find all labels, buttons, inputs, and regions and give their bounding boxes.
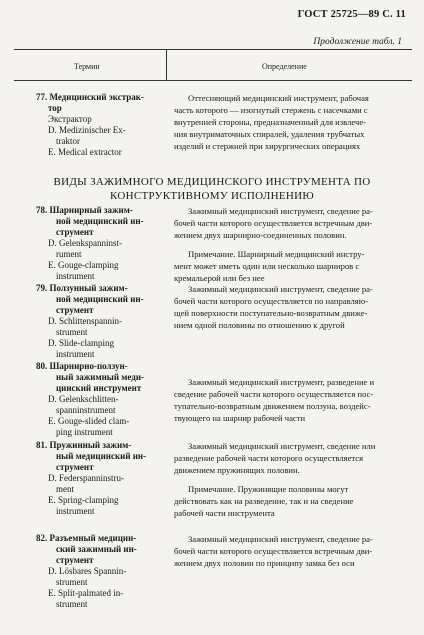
definition-line: движением пружинящих половин.: [174, 465, 300, 475]
term-title: 80. Шарнирно-ползун-: [36, 361, 128, 371]
table-top-rule: [14, 49, 412, 50]
definition-line: твующего на шарнир рабочей части: [174, 413, 306, 423]
term-english: ping instrument: [56, 427, 113, 437]
term-title: струмент: [56, 462, 94, 472]
term-title: ный зажимный меди-: [56, 372, 144, 382]
definition-line: часть которого — изогнутый стержень с насечками с: [174, 105, 368, 115]
term-english: instrument: [56, 506, 95, 516]
definition-77: [174, 92, 410, 152]
definition-line: Зажимный медицинский инструмент, разведение и: [188, 377, 375, 387]
term-title: ной медицинский ин-: [56, 216, 144, 226]
term-title: струмент: [56, 555, 94, 565]
term-german: strument: [56, 327, 88, 337]
table-header-bottom-rule: [14, 80, 412, 81]
term-title: ный медицинский ин-: [56, 451, 147, 461]
term-title: 81. Пружинный зажим-: [36, 440, 132, 450]
definition-note: действовать как на разведение, так и на сведение: [174, 496, 354, 506]
definition-line: разведение рабочей части которого осуществляется: [174, 453, 364, 463]
term-title: 82. Разъемный медицин-: [36, 533, 137, 543]
term-english: instrument: [56, 349, 95, 359]
definition-line: бочей части которого осуществляется встречным дви-: [174, 218, 373, 228]
definition-line: тупательно-возвратным движением ползуна, воздейс-: [174, 401, 371, 411]
term-german: strument: [56, 577, 88, 587]
definition-line: бочей части которого осуществляется по направляю-: [174, 296, 369, 306]
term-german: ment: [56, 484, 74, 494]
term-german: D. Gelenkspanninst-: [48, 238, 122, 248]
definition-line: щей поверхности поступательно-возвратным движе-: [174, 308, 368, 318]
term-entry-79: [36, 283, 144, 360]
column-header-definition: Определение: [262, 62, 307, 71]
term-entry-81: [36, 440, 146, 517]
definition-note: рабочей части инструмента: [174, 508, 275, 518]
definition-81: [174, 440, 410, 519]
section-heading: КОНСТРУКТИВНОМУ ИСПОЛНЕНИЮ: [110, 190, 314, 202]
definition-note: мент может иметь один или несколько шарниров с: [174, 261, 360, 271]
definition-line: жением двух половин по принципу замка без оси: [174, 558, 355, 568]
table-column-divider: [166, 49, 167, 80]
term-german: spanninstrument: [56, 405, 116, 415]
definition-78: [174, 205, 410, 284]
term-entry-80: [36, 361, 144, 438]
term-entry-78: [36, 205, 144, 282]
term-title: 78. Шарнирный зажим-: [36, 205, 133, 215]
term-german: D. Medizinischer Ex-: [48, 125, 126, 135]
term-english: E. Gouge-slided clam-: [48, 416, 130, 426]
term-title: 77. Медицинский экстрак-: [36, 92, 144, 102]
definition-line: внутренней стороны, предназначенный для извлече-: [174, 117, 366, 127]
term-english: E. Split-palmated in-: [48, 588, 124, 598]
definition-80: [174, 376, 410, 424]
definition-line: ния внутриматочных спиралей, удаления трубчатых: [174, 129, 365, 139]
term-english: E. Gouge-clamping: [48, 260, 119, 270]
definition-line: Зажимный медицинский инструмент, сведение или: [188, 441, 376, 451]
term-synonym: Экстрактор: [48, 114, 92, 124]
term-german: D. Federspanninstru-: [48, 473, 124, 483]
definition-79: [174, 283, 410, 331]
definition-line: Зажимный медицинский инструмент, сведение ра-: [188, 534, 373, 544]
term-title: струмент: [56, 305, 94, 315]
term-title: цинский инструмент: [56, 383, 142, 393]
term-english: E. Spring-clamping: [48, 495, 119, 505]
definition-line: жением двух шарнирно-соединенных половин.: [174, 230, 347, 240]
definition-note: кремальерой или без нее: [174, 273, 265, 283]
term-german: traktor: [56, 136, 80, 146]
term-english: D. Slide-clamping: [48, 338, 114, 348]
definition-line: Оттесняющий медицинский инструмент, рабочая: [188, 93, 369, 103]
term-entry-82: [36, 533, 137, 610]
term-english: strument: [56, 599, 88, 609]
term-title: 79. Ползунный зажим-: [36, 283, 128, 293]
definition-line: изделий и стержней при хирургических операциях: [174, 141, 361, 151]
section-heading: ВИДЫ ЗАЖИМНОГО МЕДИЦИНСКОГО ИНСТРУМЕНТА ПО: [53, 176, 371, 188]
definition-note: Примечание. Шарнирный медицинский инстру-: [188, 249, 365, 259]
term-english: E. Medical extractor: [48, 147, 122, 157]
term-german: D. Gelenkschlitten-: [48, 394, 119, 404]
page-header-gost: ГОСТ 25725—89 С. 11: [297, 9, 406, 20]
term-title: ной медицинский ин-: [56, 294, 144, 304]
term-title: тор: [48, 103, 62, 113]
definition-line: Зажимный медицинский инструмент, сведение ра-: [188, 206, 373, 216]
term-german: D. Lösbares Spannin-: [48, 566, 127, 576]
definition-line: сведение рабочей части которого осуществляется пос-: [174, 389, 374, 399]
column-header-term: Термин: [74, 62, 100, 71]
definition-note: Примечание. Пружинящие половины могут: [188, 484, 349, 494]
definition-line: бочей части которого осуществляется встречным дви-: [174, 546, 373, 556]
term-german: D. Schlittenspannin-: [48, 316, 122, 326]
definition-line: нием одной половины по отношению к другой: [174, 320, 345, 330]
term-entry-77: [36, 92, 144, 158]
term-german: rument: [56, 249, 82, 259]
term-english: instrument: [56, 271, 95, 281]
term-title: ский зажимный ин-: [56, 544, 137, 554]
definition-line: Зажимный медицинский инструмент, сведение ра-: [188, 284, 373, 294]
definition-82: [174, 533, 410, 569]
term-title: струмент: [56, 227, 94, 237]
table-continuation-label: Продолжение табл. 1: [313, 37, 402, 47]
